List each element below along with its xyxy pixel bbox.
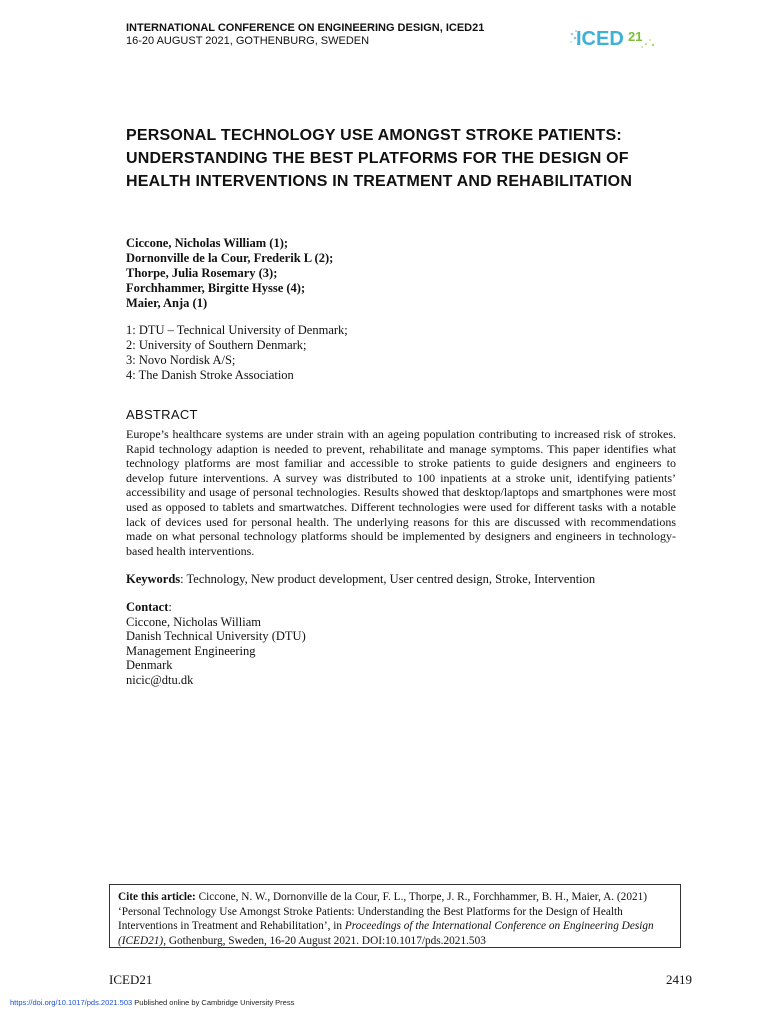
author: Dornonville de la Cour, Frederik L (2); [126, 251, 334, 265]
conference-dates: 16-20 AUGUST 2021, GOTHENBURG, SWEDEN [126, 35, 370, 47]
affiliation: 3: Novo Nordisk A/S; [126, 353, 236, 367]
contact-institution: Danish Technical University (DTU) [126, 629, 306, 643]
iced21-logo [568, 24, 658, 52]
cite-label: Cite this article: [118, 891, 196, 903]
abstract-text: Europe’s healthcare systems are under strain with an ageing population contributing to increased risk of strokes. Rapid technology adaption is needed to prevent, rehabilitate and manage symptoms. This paper identifies what technology platforms are most familiar and accessible to stroke patients to guide designers and engineers to develop future interventions. A survey was distributed to 100 inpatients at a stroke unit, identifying patients’ accessibility and usage of personal technologies. Results showed that desktop/laptops and smartphones were most used as opposed to tablets and smartwatches. Different technologies were used for different tasks with a notable lack of devices used for personal health. The underlying reasons for this are discussed with recommendations made on what personal technology platforms should be implemented by designers and engineers in technology-based health interventions. [126, 427, 676, 558]
proceedings-title: Proceedings of the International Conference on Engineering Design (ICED21) [118, 920, 654, 947]
author: Maier, Anja (1) [126, 296, 208, 310]
keywords-text: : Technology, New product development, User centred design, Stroke, Intervention [180, 572, 596, 586]
author: Thorpe, Julia Rosemary (3); [126, 266, 278, 280]
affiliation-list [126, 323, 348, 383]
svg-text:ICED: ICED [576, 28, 624, 50]
paper-title: PERSONAL TECHNOLOGY USE AMONGST STROKE PATIENTS: UNDERSTANDING THE BEST PLATFORMS FOR THE DESIGN OF HEALTH INTERVENTIONS IN TREATMENT AND REHABILITATION [126, 127, 633, 190]
contact-email[interactable]: nicic@dtu.dk [126, 672, 194, 687]
keywords-label: Keywords [126, 572, 181, 586]
contact-department: Management Engineering [126, 643, 256, 658]
footer-conference: ICED21 [109, 972, 153, 987]
contact-block: Contact: Ciccone, Nicholas William Danish Technical University (DTU) Management Engineering Denmark nicic@dtu.dk [126, 600, 306, 687]
citation-box: Cite this article: Ciccone, N. W., Dornonville de la Cour, F. L., Thorpe, J. R., Forchhammer, B. H., Maier, A. (2021) ‘Personal Technology Use Amongst Stroke Patients: Understanding the Best Platforms for the Design of Health Interventions in Treatment and Rehabilitation’, in Proceedings of the International Conference on Engineering Design (ICED21), Gothenburg, Sweden, 16-20 August 2021. DOI:10.1017/pds.2021.503 [109, 884, 681, 948]
affiliation: 4: The Danish Stroke Association [126, 368, 294, 382]
affiliation: 2: University of Southern Denmark; [126, 338, 307, 352]
author-list [126, 236, 333, 311]
author: Ciccone, Nicholas William (1); [126, 236, 289, 250]
doi-link[interactable]: https://doi.org/10.1017/pds.2021.503 [10, 998, 133, 1007]
contact-name: Ciccone, Nicholas William [126, 614, 261, 629]
contact-label: Contact [126, 600, 169, 614]
doi-footer [10, 998, 294, 1007]
author: Forchhammer, Birgitte Hysse (4); [126, 281, 306, 295]
page-number: 2419 [666, 972, 692, 987]
published-note: Published online by Cambridge University Press [132, 998, 295, 1007]
keywords [126, 572, 595, 587]
contact-country: Denmark [126, 658, 173, 672]
conference-name: INTERNATIONAL CONFERENCE ON ENGINEERING DESIGN, ICED21 [126, 22, 485, 34]
affiliation: 1: DTU – Technical University of Denmark; [126, 323, 348, 337]
svg-text:21: 21 [628, 29, 643, 44]
conference-header [126, 22, 484, 48]
abstract-heading: ABSTRACT [126, 407, 198, 422]
